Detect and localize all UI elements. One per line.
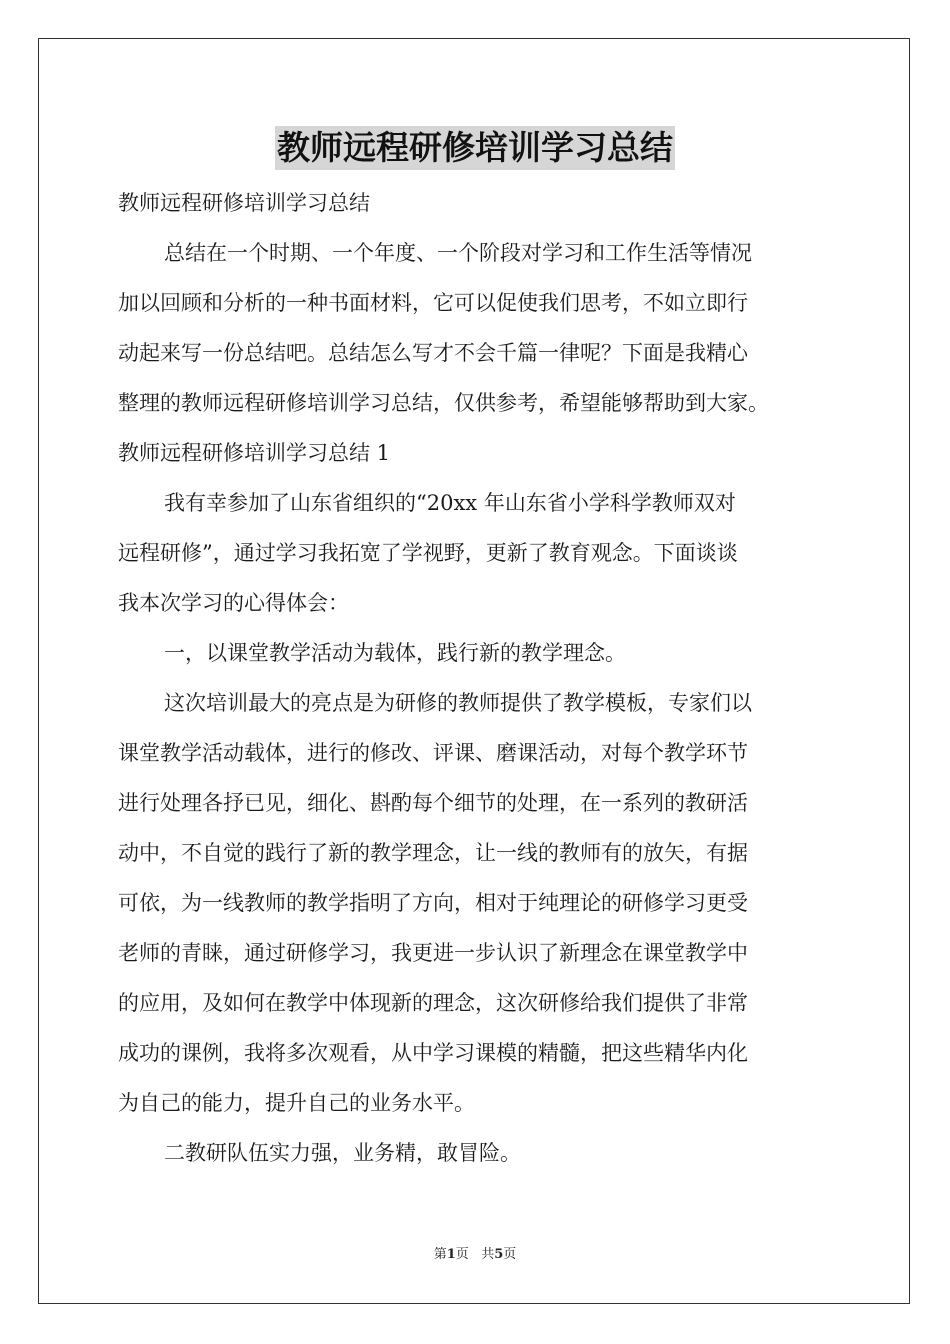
paragraph-line: 进行处理各抒已见，细化、斟酌每个细节的处理，在一系列的教研活 (118, 791, 748, 815)
page-total: 5 (494, 1247, 504, 1262)
paragraph-line: 远程研修”，通过学习我拓宽了学视野，更新了教育观念。下面谈谈 (118, 541, 738, 565)
document-title: 教师远程研修培训学习总结 (275, 126, 675, 170)
paragraph-line: 加以回顾和分析的一种书面材料，它可以促使我们思考，不如立即行 (118, 291, 748, 315)
paragraph-line: 可依，为一线教师的教学指明了方向，相对于纯理论的研修学习更受 (118, 891, 748, 915)
paragraph-line: 整理的教师远程研修培训学习总结，仅供参考，希望能够帮助到大家。 (118, 391, 769, 415)
page-footer (0, 1246, 950, 1264)
title-container (0, 126, 950, 170)
paragraph-line: 成功的课例，我将多次观看，从中学习课模的精髓，把这些精华内化 (118, 1041, 748, 1065)
paragraph-line: 我有幸参加了山东省组织的“20xx 年山东省小学科学教师双对 (164, 491, 736, 515)
paragraph-line: 这次培训最大的亮点是为研修的教师提供了教学模板，专家们以 (164, 691, 752, 715)
paragraph-line: 二教研队伍实力强，业务精，敢冒险。 (164, 1141, 521, 1165)
page-current: 1 (446, 1247, 456, 1262)
paragraph-line: 动起来写一份总结吧。总结怎么写才不会千篇一律呢？下面是我精心 (118, 341, 748, 365)
paragraph-line: 我本次学习的心得体会： (118, 591, 349, 615)
paragraph-line: 动中，不自觉的践行了新的教学理念，让一线的教师有的放矢，有据 (118, 841, 748, 865)
paragraph-line: 总结在一个时期、一个年度、一个阶段对学习和工作生活等情况 (164, 241, 752, 265)
page-suffix: 页 (455, 1247, 469, 1262)
paragraph-line: 的应用，及如何在教学中体现新的理念，这次研修给我们提供了非常 (118, 991, 748, 1015)
paragraph-line: 一，以课堂教学活动为载体，践行新的教学理念。 (164, 641, 626, 665)
paragraph-line: 课堂教学活动载体，进行的修改、评课、磨课活动，对每个教学环节 (118, 741, 748, 765)
paragraph-line: 为自己的能力，提升自己的业务水平。 (118, 1091, 475, 1115)
paragraph-line: 老师的青睐，通过研修学习，我更进一步认识了新理念在课堂教学中 (118, 941, 748, 965)
document-subtitle: 教师远程研修培训学习总结 (118, 191, 370, 215)
document-body (118, 178, 838, 1178)
section-heading: 教师远程研修培训学习总结 1 (118, 441, 391, 465)
total-prefix: 共 (481, 1247, 495, 1262)
page-prefix: 第 (433, 1247, 447, 1262)
total-suffix: 页 (503, 1247, 517, 1262)
